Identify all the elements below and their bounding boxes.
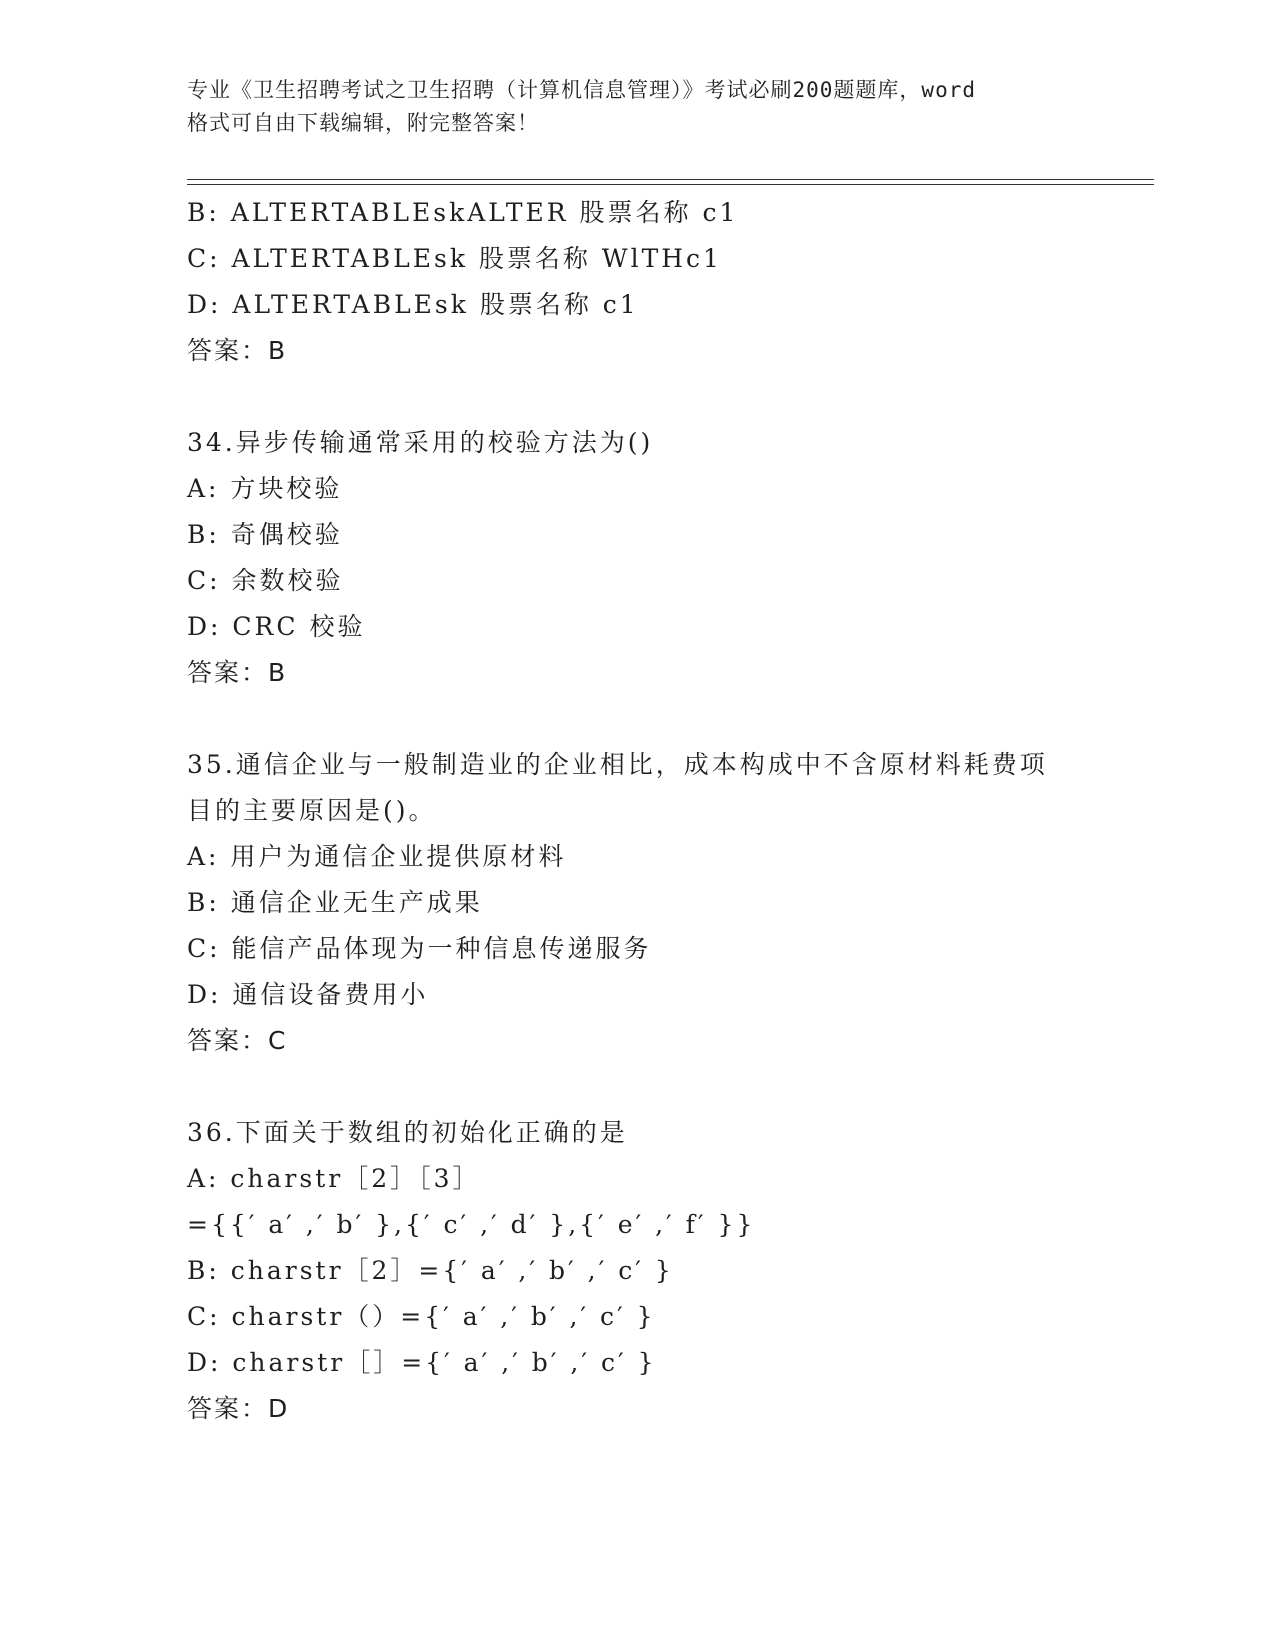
option-b: B: 通信企业无生产成果 [187, 888, 483, 917]
question-text-line-1: 35.通信企业与一般制造业的企业相比，成本构成中不含原材料耗费项 [187, 750, 1048, 779]
option-d: D: charstr［］={′ a′ ,′ b′ ,′ c′ } [187, 1348, 657, 1377]
header-line-2: 格式可自由下载编辑，附完整答案！ [187, 111, 539, 135]
question-36 [187, 1110, 1147, 1432]
option-b: B: charstr［2］={′ a′ ,′ b′ ,′ c′ } [187, 1256, 674, 1285]
question-list [187, 190, 1147, 1432]
option-c: C: charstr（）={′ a′ ,′ b′ ,′ c′ } [187, 1302, 656, 1331]
option-a: A: 用户为通信企业提供原材料 [187, 842, 567, 871]
document-header [187, 74, 1087, 140]
answer-label: 答案：D [187, 1394, 290, 1423]
header-divider-bottom [187, 184, 1154, 185]
option-a: A: charstr［2］［3］ [187, 1164, 481, 1193]
question-text: 34.异步传输通常采用的校验方法为() [187, 428, 654, 457]
question-35 [187, 742, 1147, 1064]
spacer [187, 696, 1147, 742]
option-d: D: 通信设备费用小 [187, 980, 429, 1009]
option-c: C: ALTERTABLEsk 股票名称 WlTHc1 [187, 244, 722, 273]
option-b: B: 奇偶校验 [187, 520, 343, 549]
answer-label: 答案：C [187, 1026, 288, 1055]
spacer [187, 1064, 1147, 1110]
question-34 [187, 420, 1147, 696]
option-c: C: 余数校验 [187, 566, 344, 595]
question-text-line-2: 目的主要原因是()。 [187, 796, 437, 825]
header-line-1: 专业《卫生招聘考试之卫生招聘（计算机信息管理）》考试必刷200题题库，word [187, 78, 976, 102]
question-text: 36.下面关于数组的初始化正确的是 [187, 1118, 628, 1147]
question-fragment [187, 190, 1147, 374]
answer-label: 答案：B [187, 336, 288, 365]
option-d: D: ALTERTABLEsk 股票名称 c1 [187, 290, 639, 319]
option-d: D: CRC 校验 [187, 612, 366, 641]
option-c: C: 能信产品体现为一种信息传递服务 [187, 934, 652, 963]
option-b: B: ALTERTABLEskALTER 股票名称 c1 [187, 198, 739, 227]
option-a: A: 方块校验 [187, 474, 343, 503]
header-divider-top [187, 179, 1154, 180]
spacer [187, 374, 1147, 420]
answer-label: 答案：B [187, 658, 288, 687]
option-a-continued: ={{′ a′ ,′ b′ },{′ c′ ,′ d′ },{′ e′ ,′ f′ }} [187, 1210, 756, 1239]
